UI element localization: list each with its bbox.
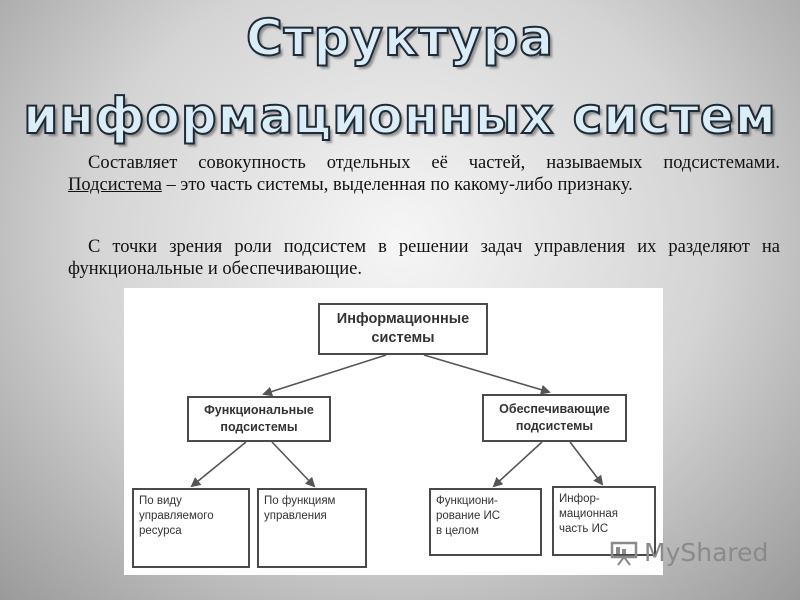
box-by-management-function: По функциям управления: [257, 488, 367, 568]
arrow-functional-to-leaf2: [272, 442, 314, 486]
paragraph-definition-start: Составляет совокупность отдельных её частей, называемых подсистемами.: [88, 153, 780, 173]
arrow-root-to-functional: [264, 355, 386, 394]
box-information-systems: Информационные системы: [318, 303, 488, 355]
paragraph-classification: С точки зрения роли подсистем в решении задач управления их разделяют на функциональные и обеспечивающие.: [68, 237, 780, 279]
structure-diagram: [124, 288, 663, 575]
presentation-board-icon: [610, 540, 638, 566]
box-is-operation-overall: Функциони- рование ИС в целом: [429, 488, 542, 556]
paragraph-definition-end: – это часть системы, выделенная по какому-либо признаку.: [161, 175, 633, 195]
paragraph-definition: [68, 152, 780, 196]
subsystem-term: Подсистема: [68, 175, 162, 195]
watermark-text: MyShared: [644, 538, 769, 567]
arrow-supporting-to-leaf3: [494, 442, 542, 486]
watermark: [610, 538, 768, 567]
arrow-functional-to-leaf1: [192, 442, 246, 486]
box-information-part: Инфор- мационная часть ИС: [552, 486, 656, 556]
box-by-resource-type: По виду управляемого ресурса: [132, 488, 250, 568]
slide-title-line1: Структура: [245, 9, 555, 67]
slide-title-line2: информационных систем: [23, 87, 777, 145]
arrow-root-to-supporting: [424, 355, 549, 392]
arrow-supporting-to-leaf4: [570, 442, 602, 484]
box-functional-subsystems: Функциональные подсистемы: [187, 396, 331, 442]
box-supporting-subsystems: Обеспечивающие подсистемы: [482, 394, 627, 442]
